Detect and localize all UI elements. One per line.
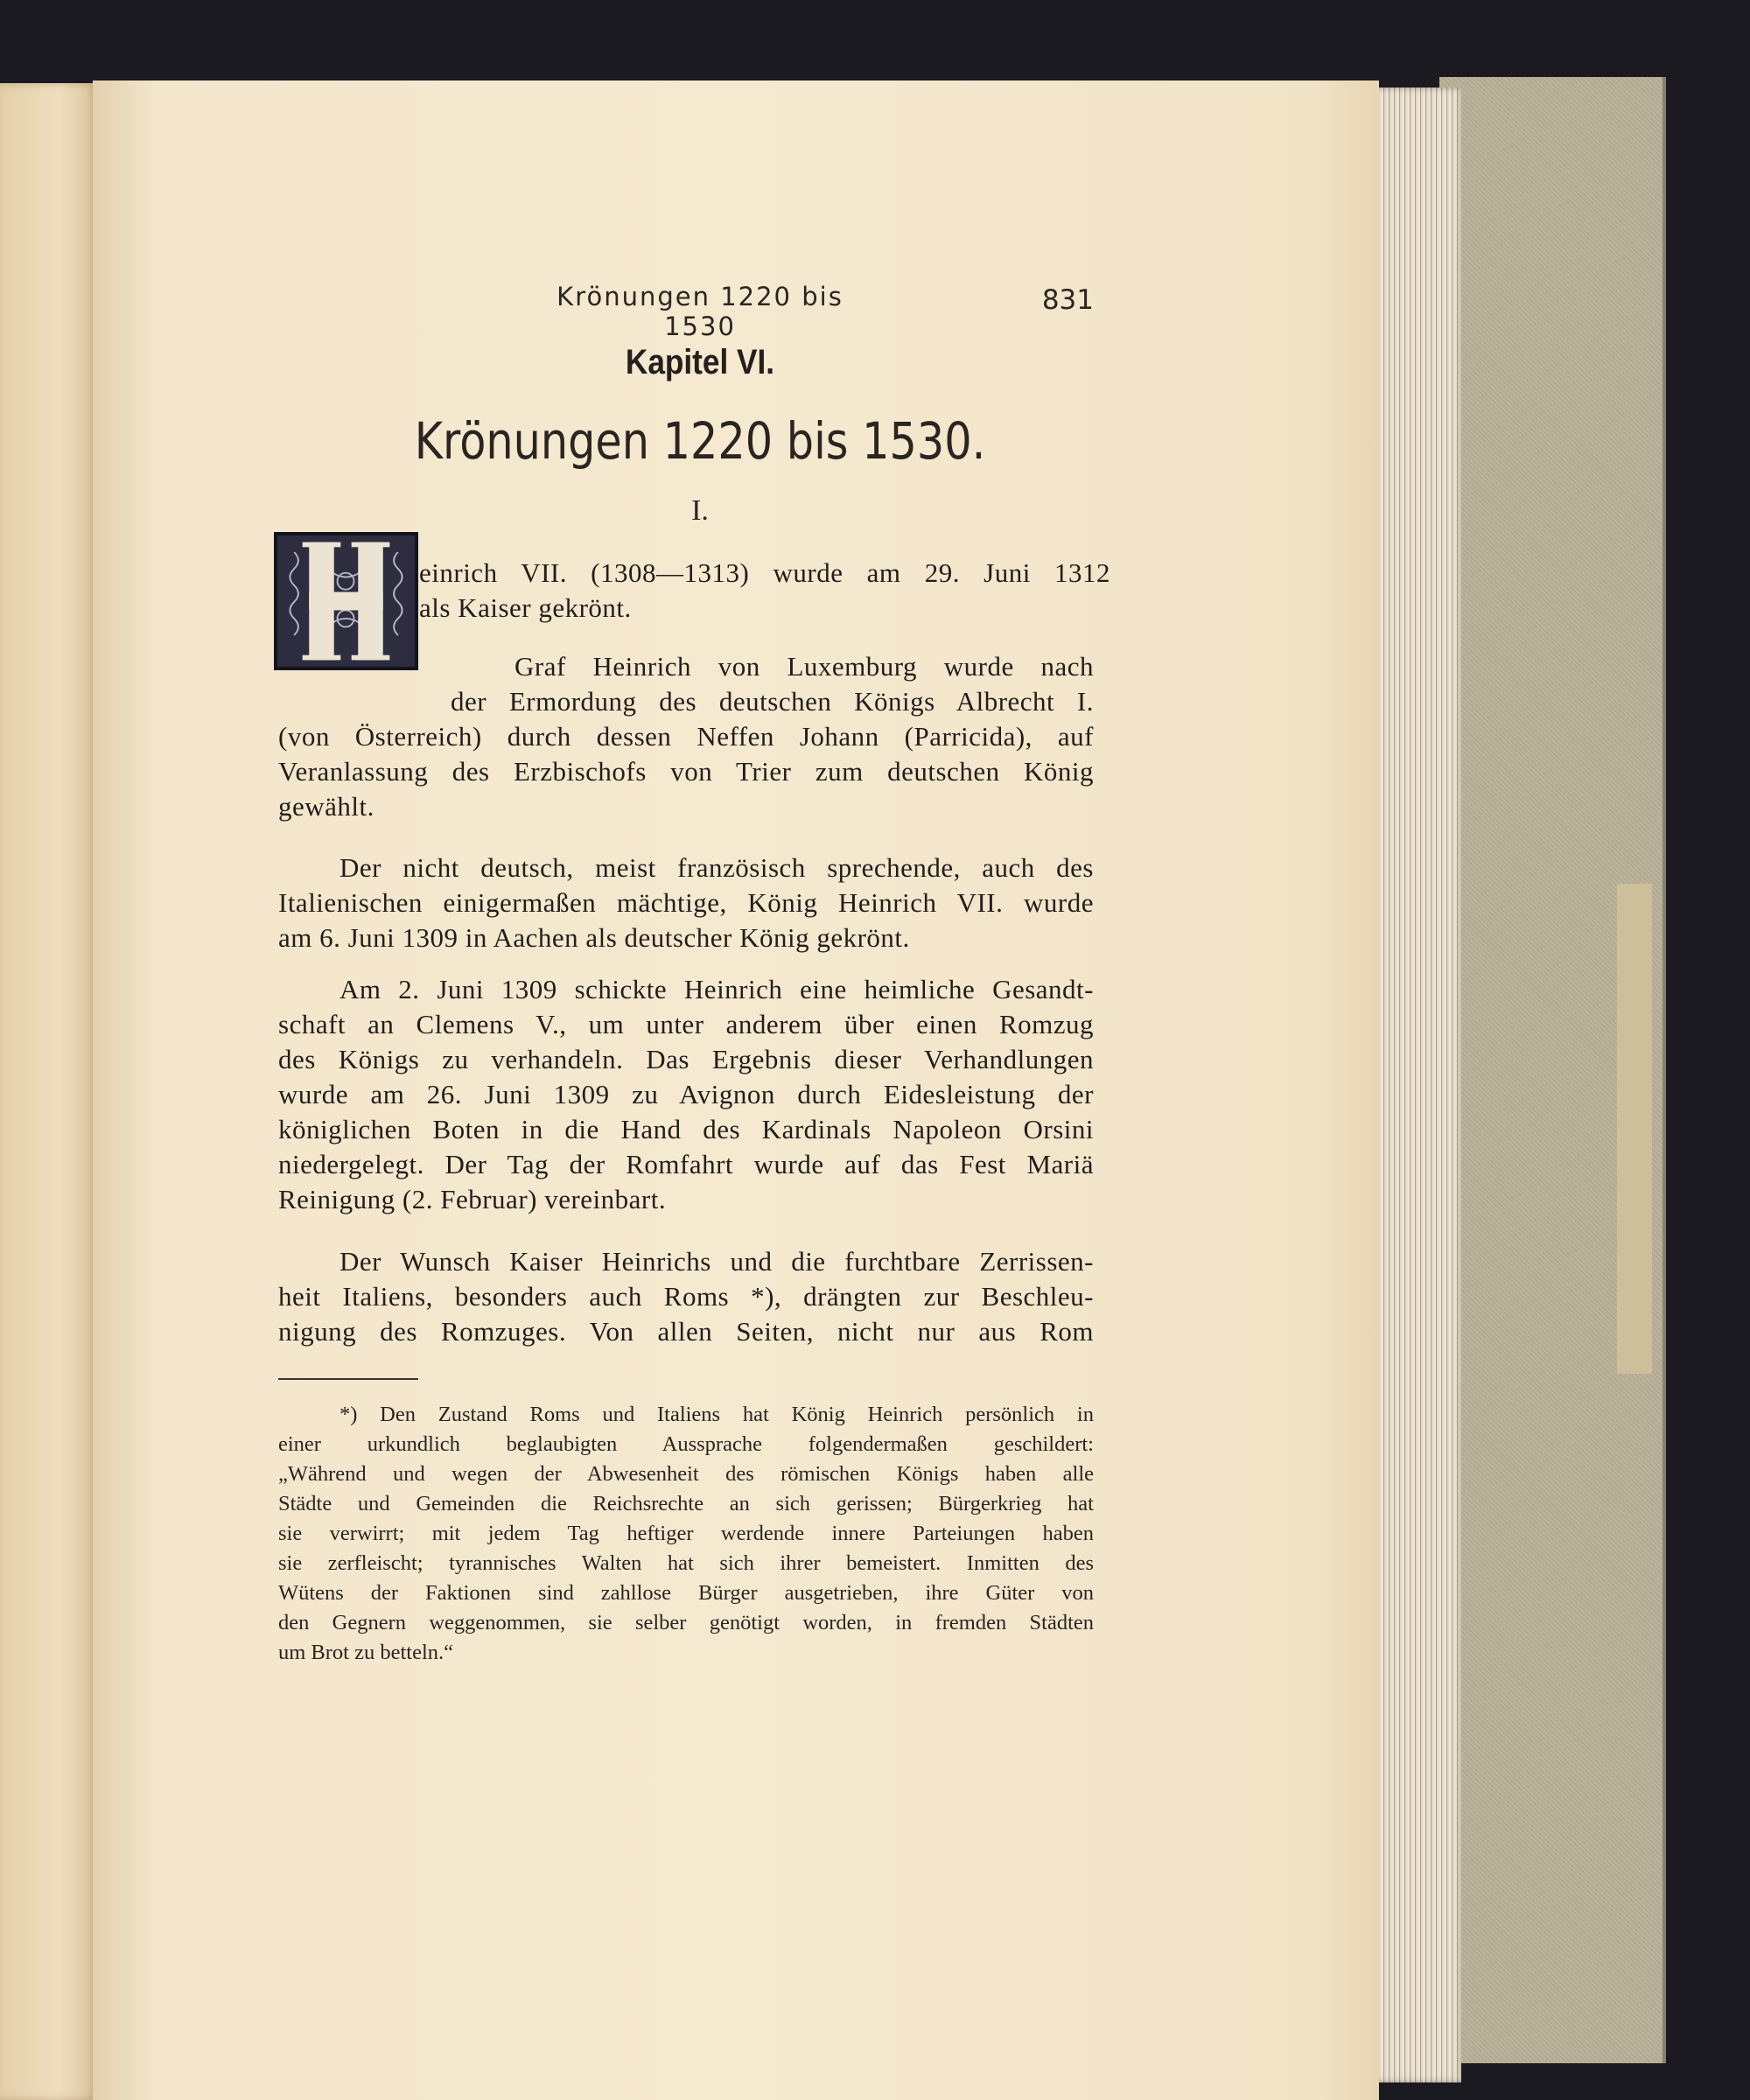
text-line: der Ermordung des deutschen Königs Albrecht I. [451,686,1094,717]
footnote-line: Städte und Gemeinden die Reichsrechte an sich gerissen; Bürgerkrieg hat [278,1492,1094,1516]
text-line: königlichen Boten in die Hand des Kardinals Napoleon Orsini [278,1114,1094,1144]
text-line: niedergelegt. Der Tag der Romfahrt wurde auf das Fest Mariä [278,1149,1094,1180]
paragraph-3 [278,972,1094,1217]
text-line: des Königs zu verhandeln. Das Ergebnis dieser Verhandlungen [278,1044,1094,1074]
text-line: schaft an Clemens V., um unter anderem über einen Romzug [278,1009,1094,1040]
footnote-line: Wütens der Faktionen sind zahllose Bürger ausgetrieben, ihre Güter von [278,1581,1094,1605]
dropcap-h-icon [277,536,415,667]
text-line: wurde am 26. Juni 1309 zu Avignon durch Eidesleistung der [278,1079,1094,1110]
cover-tab [1617,884,1652,1374]
text-line: Reinigung (2. Februar) vereinbart. [278,1184,667,1214]
chapter-title: Krönungen 1220 bis 1530. [414,411,986,471]
text-line: Der nicht deutsch, meist französisch sprechende, auch des [340,852,1094,883]
text-line: Graf Heinrich von Luxemburg wurde nach [514,651,1094,682]
text-line: am 6. Juni 1309 in Aachen als deutscher König gekrönt. [278,922,910,953]
footnote [278,1400,1094,1668]
text-line: Italienischen einigermaßen mächtige, König Heinrich VII. wurde [278,887,1094,918]
footnote-line: einer urkundlich beglaubigten Aussprache folgendermaßen geschildert: [278,1432,1094,1456]
running-head: Krönungen 1220 bis 1530 [556,282,844,341]
footnote-line: den Gegnern weggenommen, sie selber genötigt worden, in fremden Städten [278,1611,1094,1634]
text-line: heit Italiens, besonders auch Roms *), drängten zur Beschleu- [278,1281,1094,1312]
page-stack-edge [1365,88,1461,2082]
paragraph-1 [278,649,1094,824]
paragraph-2 [278,850,1094,956]
lead-line: einrich VII. (1308—1313) wurde am 29. Juni 1312 [419,557,1110,588]
text-line: nigung des Romzuges. Von allen Seiten, nicht nur aus Rom [278,1316,1094,1347]
text-line: (von Österreich) durch dessen Neffen Johann (Parricida), auf [278,721,1094,752]
chapter-label: Kapitel VI. [625,343,775,382]
left-page-edge [0,83,98,2100]
footnote-line: „Während und wegen der Abwesenheit des römischen Königs haben alle [278,1462,1094,1486]
page-number: 831 [1041,284,1094,316]
text-line: Der Wunsch Kaiser Heinrichs und die furchtbare Zerrissen- [340,1246,1094,1277]
footnote-line: um Brot zu betteln.“ [278,1641,454,1664]
footnote-divider [278,1378,418,1380]
footnote-line: sie zerfleischt; tyrannisches Walten hat sich ihrer bemeistert. Inmitten des [278,1551,1094,1575]
lead-line: als Kaiser gekrönt. [419,592,632,623]
section-number: I. [691,494,709,527]
text-line: gewählt. [278,791,374,822]
footnote-line: *) Den Zustand Roms und Italiens hat König Heinrich persönlich in [340,1403,1094,1426]
paragraph-4 [278,1244,1094,1349]
text-line: Veranlassung des Erzbischofs von Trier zum deutschen König [278,756,1094,787]
footnote-line: sie verwirrt; mit jedem Tag heftiger werdende innere Parteiungen haben [278,1522,1094,1545]
lead-paragraph [419,556,1110,626]
text-line: Am 2. Juni 1309 schickte Heinrich eine heimliche Gesandt- [340,974,1094,1004]
